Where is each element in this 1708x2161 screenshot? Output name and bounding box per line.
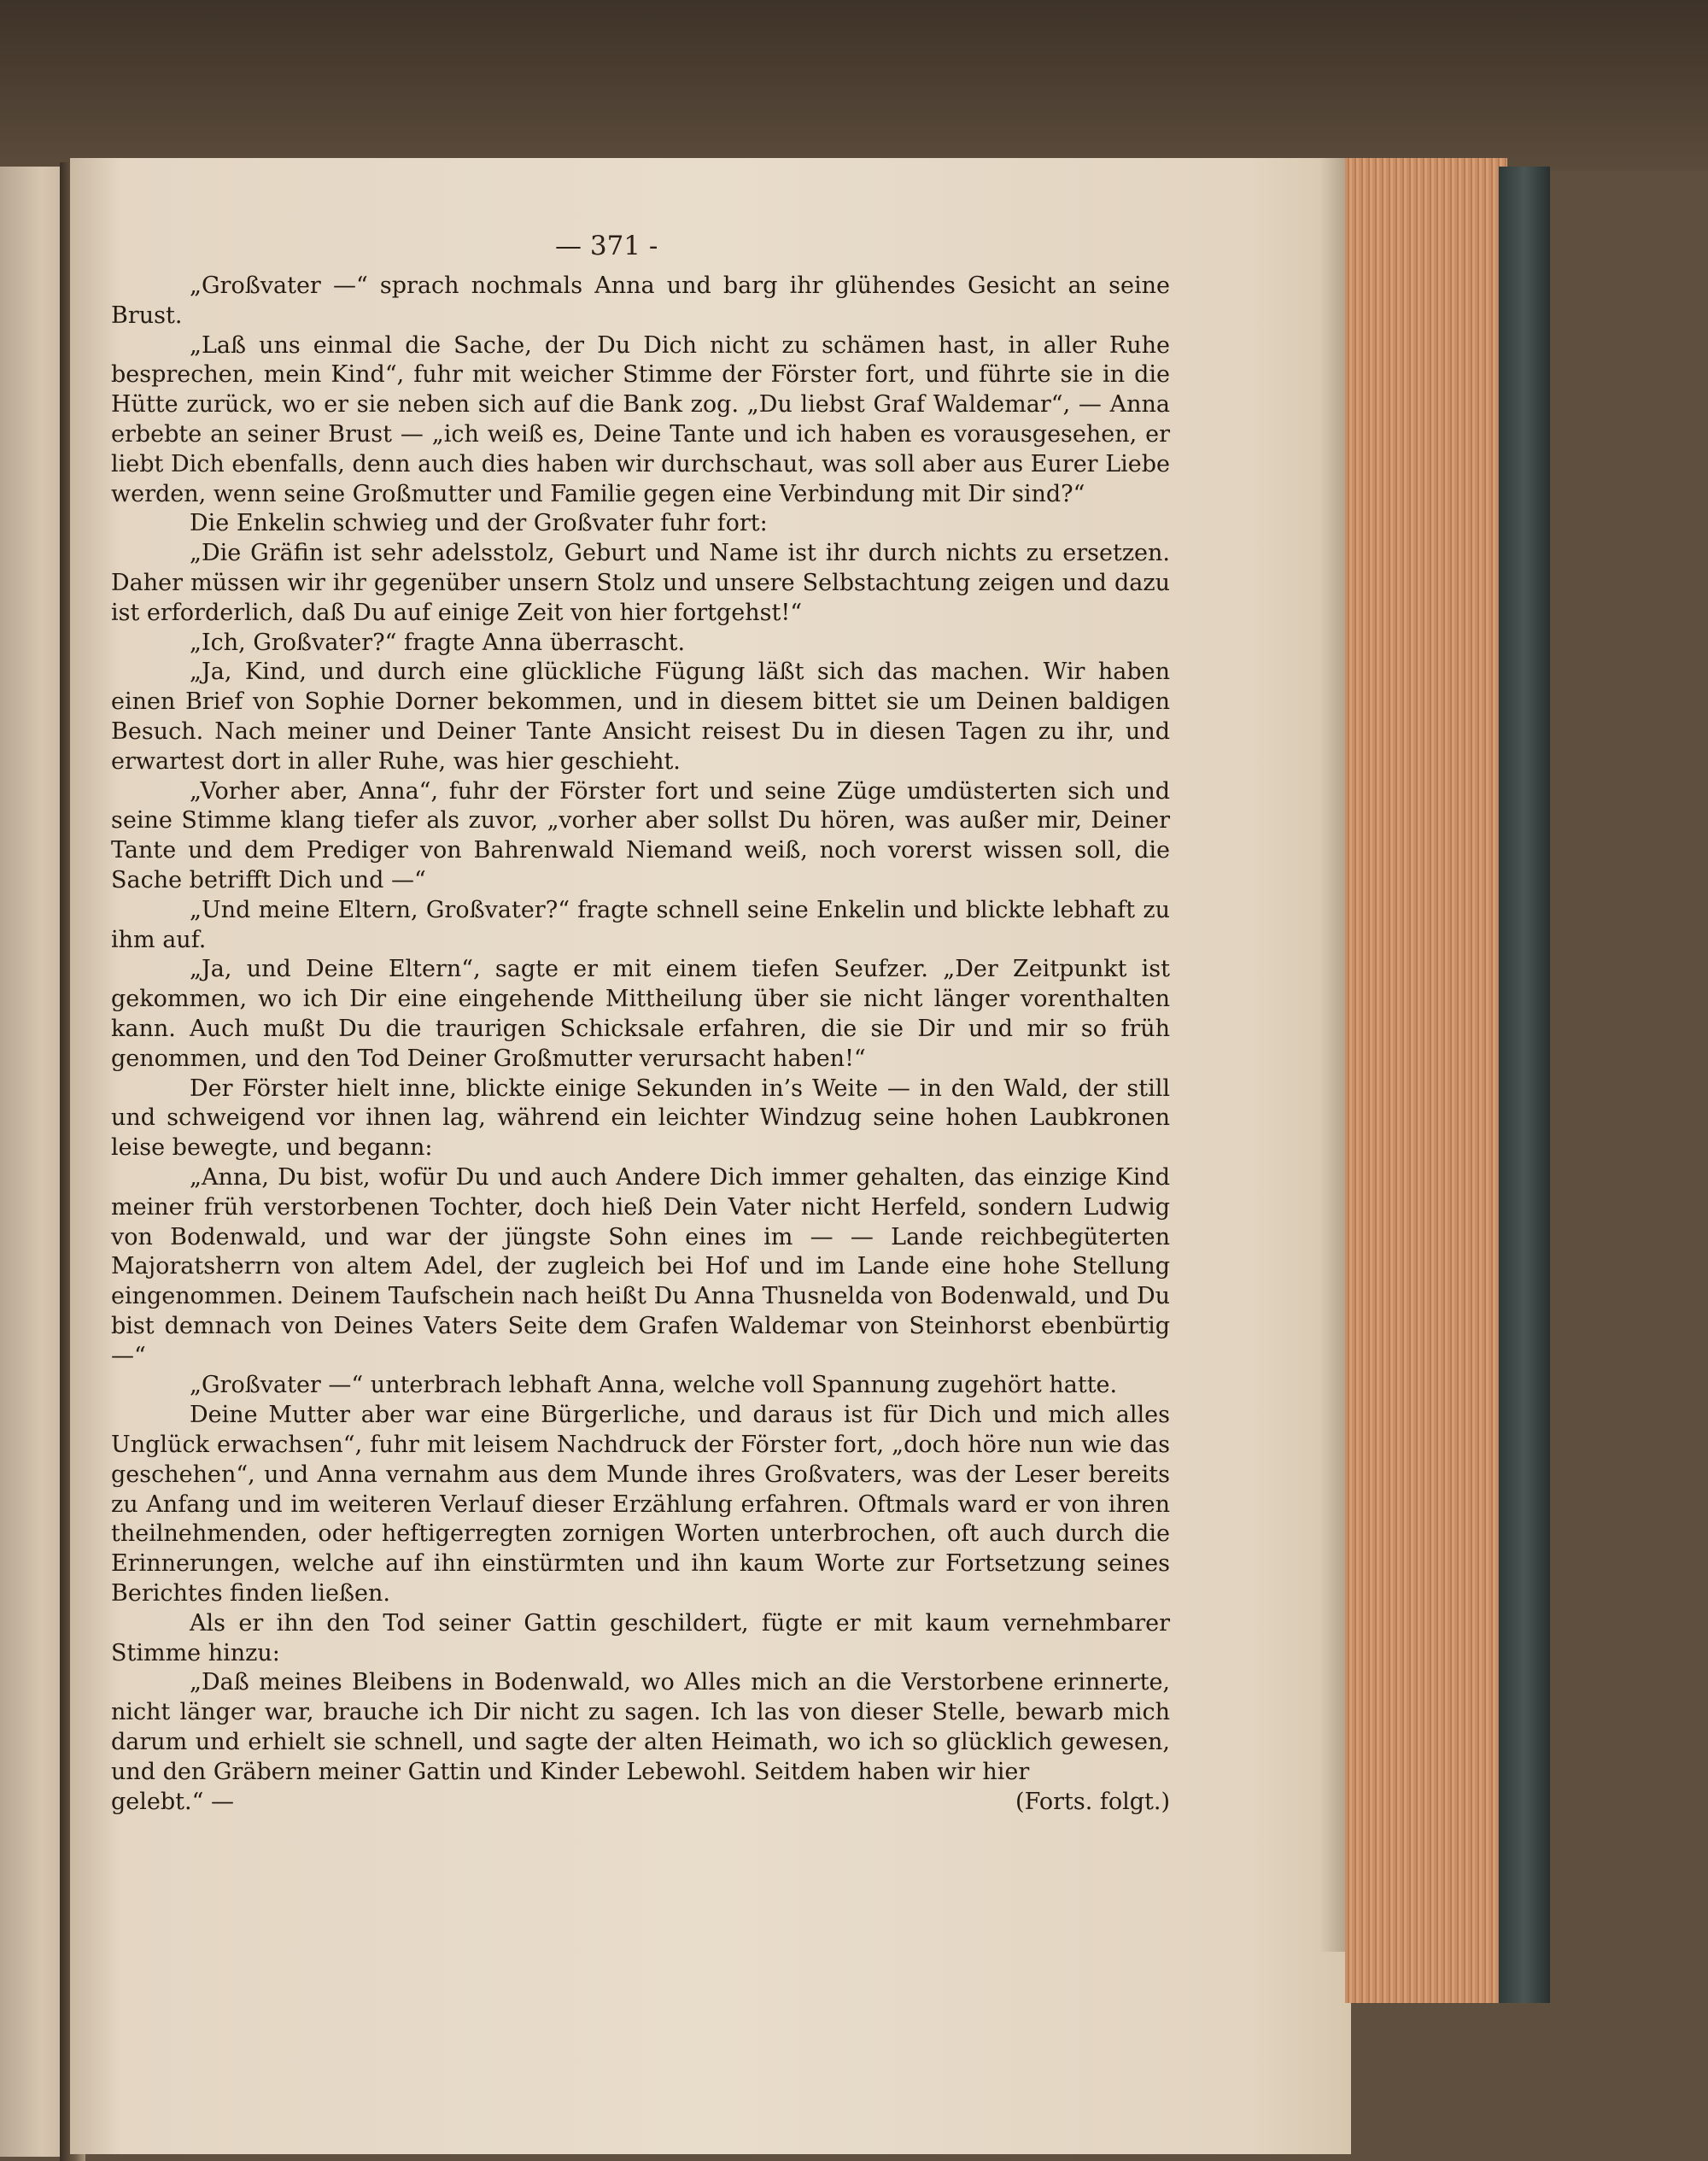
paragraph: „Ich, Großvater?“ fragte Anna überrascht. xyxy=(190,629,686,656)
continuation-note: (Forts. folgt.) xyxy=(1015,1788,1170,1815)
paragraph: Die Enkelin schwieg und der Großvater fuhr fort: xyxy=(190,510,768,537)
paragraph: „Laß uns einmal die Sache, der Du Dich nicht zu schämen hast, in aller Ruhe besprechen, mein Kind“, fuhr mit weicher Stimme der Förster fort, und führte sie in die Hütte zurück, wo er sie neben sich auf die Bank zog. „Du liebst Graf Waldemar“, — Anna erbebte an seiner Brust — „ich weiß es, Deine Tante und ich haben es vorausgesehen, er liebt Dich ebenfalls, denn auch dies haben wir durchschaut, was soll aber aus Eurer Liebe werden, wenn seine Großmutter und Familie gegen eine Verbindung mit Dir sind?“ xyxy=(111,331,1170,507)
page-block-edge xyxy=(1345,158,1507,2003)
paragraph: Als er ihn den Tod seiner Gattin geschildert, fügte er mit kaum vernehmbarer Stimme hinzu: xyxy=(111,1609,1170,1666)
closing-text: gelebt.“ — xyxy=(111,1788,234,1815)
paragraph: „Vorher aber, Anna“, fuhr der Förster fort und seine Züge umdüsterten sich und seine Stimme klang tiefer als zuvor, „vorher aber sollst Du hören, was außer mir, Deiner Tante und dem Prediger von Bahrenwald Niemand weiß, noch vorerst wissen soll, die Sache betrifft Dich und —“ xyxy=(111,777,1170,893)
paragraph: „Und meine Eltern, Großvater?“ fragte schnell seine Enkelin und blickte lebhaft zu ihm auf. xyxy=(111,896,1170,953)
paragraph: „Daß meines Bleibens in Bodenwald, wo Alles mich an die Verstorbene erinnerte, nicht länger war, brauche ich Dir nicht zu sagen. Ich las von dieser Stelle, bewarb mich darum und erhielt sie schnell, und sagte der alten Heimath, wo ich so glücklich gewesen, und den Gräbern meiner Gattin und Kinder Lebewohl. Seitdem haben wir hier xyxy=(111,1669,1170,1785)
page-text xyxy=(111,272,1170,1818)
paragraph: „Anna, Du bist, wofür Du und auch Andere Dich immer gehalten, das einzige Kind meiner früh verstorbenen Tochter, doch hieß Dein Vater nicht Herfeld, sondern Ludwig von Bodenwald, und war der jüngste Sohn eines im — — Lande reichbegüterten Majoratsherrn von altem Adel, der zugleich bei Hof und im Lande eine hohe Stellung eingenommen. Deinem Taufschein nach heißt Du Anna Thusnelda von Bodenwald, und Du bist demnach von Deines Vaters Seite dem Grafen Waldemar von Steinhorst ebenbürtig —“ xyxy=(111,1163,1170,1369)
paragraph: „Großvater —“ sprach nochmals Anna und barg ihr glühendes Gesicht an seine Brust. xyxy=(111,272,1170,329)
paragraph: Der Förster hielt inne, blickte einige Sekunden in’s Weite — in den Wald, der still und schweigend vor ihnen lag, während ein leichter Windzug seine hohen Laubkronen leise bewegte, und begann: xyxy=(111,1075,1170,1162)
page-number: — 371 - xyxy=(555,231,658,261)
paragraph: „Großvater —“ unterbrach lebhaft Anna, welche voll Spannung zugehört hatte. xyxy=(190,1372,1118,1399)
paragraph: „Die Gräfin ist sehr adelsstolz, Geburt und Name ist ihr durch nichts zu ersetzen. Daher müssen wir ihr gegenüber unsern Stolz und unsere Selbstachtung zeigen und dazu ist erforderlich, daß Du auf einige Zeit von hier fortgehst!“ xyxy=(111,540,1170,626)
paragraph: „Ja, und Deine Eltern“, sagte er mit einem tiefen Seufzer. „Der Zeitpunkt ist gekommen, wo ich Dir eine eingehende Mittheilung über sie nicht länger vorenthalten kann. Auch mußt Du die traurigen Schicksale erfahren, die sie Dir und mir so früh genommen, und den Tod Deiner Großmutter verursacht haben!“ xyxy=(111,956,1170,1072)
book-cover-spine xyxy=(1499,167,1550,2003)
paragraph: Deine Mutter aber war eine Bürgerliche, und daraus ist für Dich und mich alles Unglück erwachsen“, fuhr mit leisem Nachdruck der Förster fort, „doch höre nun wie das geschehen“, und Anna vernahm aus dem Munde ihres Großvaters, was der Leser bereits zu Anfang und im weiteren Verlauf dieser Erzählung erfahren. Oftmals ward er von ihren theilnehmenden, oder heftigerregten zornigen Worten unterbrochen, oft auch durch die Erinnerungen, welche auf ihn einstürmten und ihn kaum Worte zur Fortsetzung seines Berichtes finden ließen. xyxy=(111,1402,1170,1608)
background-top xyxy=(0,0,1708,171)
closing-line xyxy=(111,1788,1170,1818)
paragraph: „Ja, Kind, und durch eine glückliche Fügung läßt sich das machen. Wir haben einen Brief von Sophie Dorner bekommen, und in diesem bittet sie um Deinen baldigen Besuch. Nach meiner und Deiner Tante Ansicht reisest Du in diesen Tagen zu ihr, und erwartest dort in aller Ruhe, was hier geschieht. xyxy=(111,659,1170,775)
